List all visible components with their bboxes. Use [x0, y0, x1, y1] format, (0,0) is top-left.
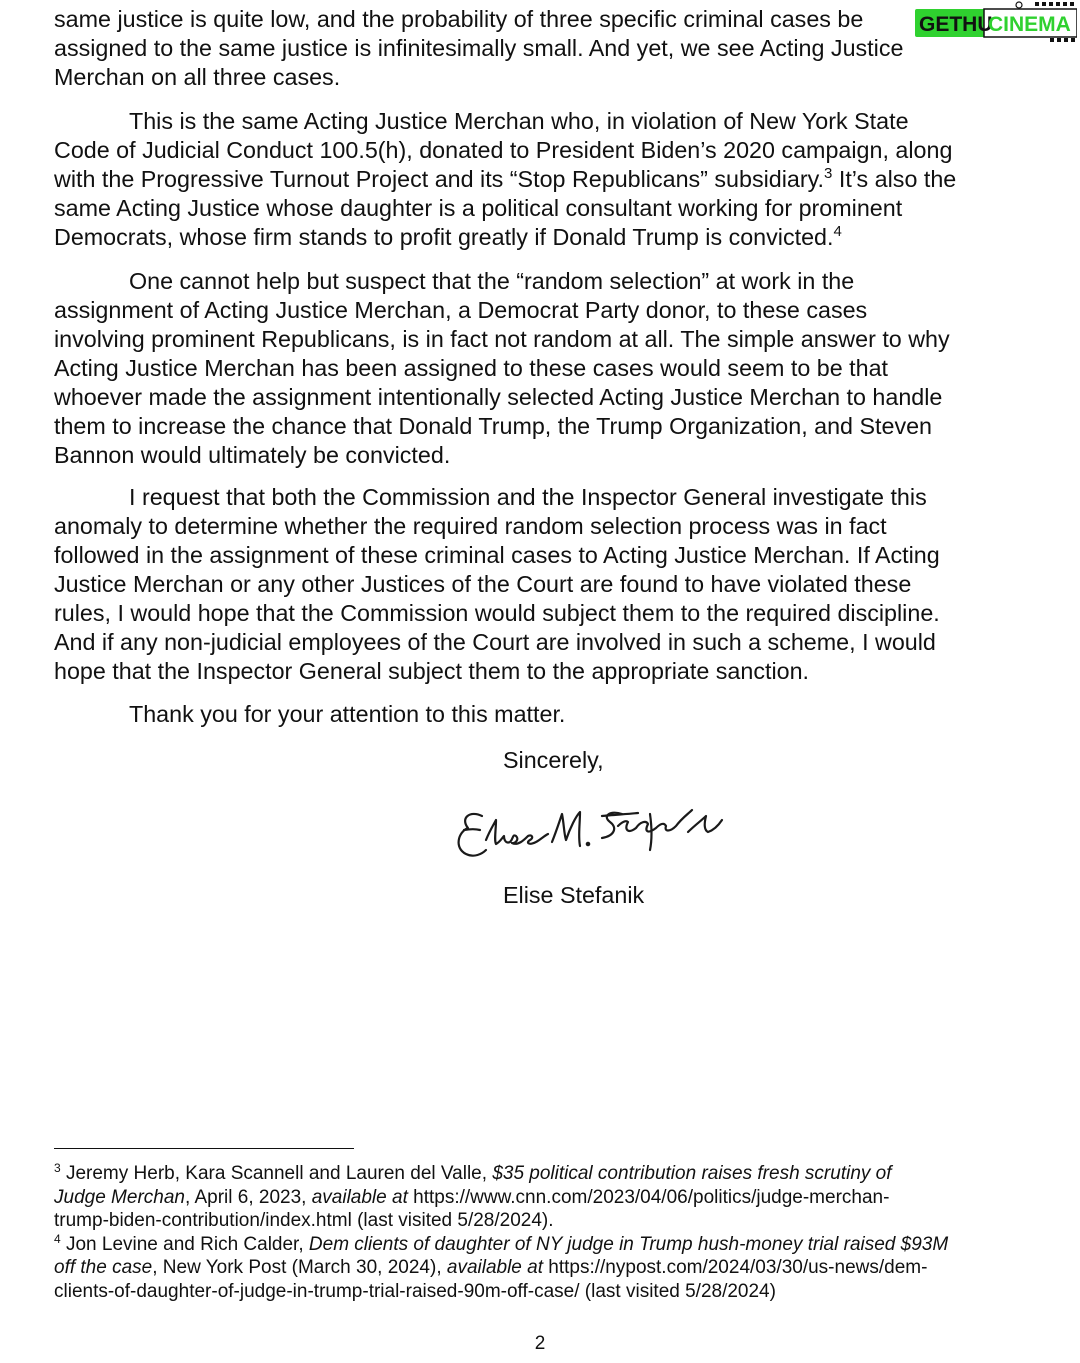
footnote-authors: Jeremy Herb, Kara Scannell and Lauren del Valle,: [65, 1163, 493, 1184]
footnote-article-title: Dem clients of daughter of NY judge in Trump hush-money trial raised $93M: [308, 1233, 949, 1255]
text-line: them to increase the chance that Donald Trump, the Trump Organization, and Steven: [54, 413, 933, 439]
footnotes: [54, 1162, 1044, 1303]
text-line: Thank you for your attention to this matter.: [129, 701, 566, 727]
text-line: same justice is quite low, and the probability of three specific criminal cases be: [54, 6, 864, 32]
salutation: Sincerely,: [503, 747, 604, 773]
text-line: One cannot help but suspect that the “random selection” at work in the: [129, 268, 855, 294]
paragraph-random-selection: [54, 267, 1026, 470]
text-line: Acting Justice Merchan has been assigned to these cases would seem to be that: [54, 355, 889, 381]
text-segment: It’s also the: [832, 166, 957, 192]
footnote-divider: [54, 1148, 354, 1149]
watermark-text-left: GETHU: [919, 13, 993, 36]
text-line: same Acting Justice whose daughter is a political consultant working for prominent: [54, 195, 903, 221]
watermark-text-right: CINEMA: [988, 13, 1071, 36]
footnote-article-title: Judge Merchan: [54, 1186, 185, 1208]
footnote-date: , New York Post (March 30, 2024),: [152, 1257, 447, 1278]
footnote-line: [54, 1186, 1044, 1210]
footnote-line[interactable]: trump-biden-contribution/index.html (last visited 5/28/2024).: [54, 1210, 554, 1231]
footnote-article-title: off the case: [54, 1257, 153, 1278]
text-line: [54, 165, 1026, 194]
text-line: Merchan on all three cases.: [54, 64, 341, 90]
footnote-number: 4: [54, 1231, 61, 1246]
text-line: rules, I would hope that the Commission would subject them to the required discipline.: [54, 600, 940, 626]
footnote-line: [54, 1162, 1044, 1186]
footnote-3: [54, 1162, 1044, 1233]
signatory-name: Elise Stefanik: [503, 882, 645, 908]
watermark-logo: [915, 1, 1077, 43]
text-line: hope that the Inspector General subject them to the appropriate sanction.: [54, 658, 810, 684]
footnote-line: [54, 1233, 1044, 1257]
footnote-available-at: available at: [446, 1257, 543, 1278]
text-line: followed in the assignment of these criminal cases to Acting Justice Merchan. If Acting: [54, 542, 940, 568]
paragraph-donation: [54, 107, 1026, 252]
footnote-url[interactable]: https://www.cnn.com/2023/04/06/politics/judge-merchan-: [407, 1186, 890, 1208]
footnote-line[interactable]: clients-of-daughter-of-judge-in-trump-trial-raised-90m-off-case/ (last visited 5/28/2024): [54, 1280, 776, 1302]
paragraph-thanks: [54, 700, 1026, 729]
text-line: [54, 223, 1026, 252]
page-number: 2: [534, 1333, 546, 1354]
footnote-4: [54, 1233, 1044, 1304]
footnote-reference: 4: [833, 223, 842, 240]
handwritten-signature: [452, 796, 727, 868]
text-line: whoever made the assignment intentionally selected Acting Justice Merchan to handle: [54, 384, 943, 410]
text-line: This is the same Acting Justice Merchan who, in violation of New York State: [129, 108, 909, 134]
text-segment: with the Progressive Turnout Project and its “Stop Republicans” subsidiary.: [54, 166, 825, 192]
footnote-date: , April 6, 2023,: [184, 1186, 312, 1208]
footnote-number: 3: [54, 1161, 61, 1175]
footnote-line: [54, 1256, 1044, 1280]
text-line: Code of Judicial Conduct 100.5(h), donated to President Biden’s 2020 campaign, along: [54, 137, 953, 163]
text-segment: Democrats, whose firm stands to profit greatly if Donald Trump is convicted.: [54, 224, 834, 250]
footnote-reference: 3: [824, 165, 833, 182]
text-line: Justice Merchan or any other Justices of the Court are found to have violated these: [54, 571, 912, 597]
footnote-available-at: available at: [311, 1186, 408, 1208]
text-line: Bannon would ultimately be convicted.: [54, 442, 451, 468]
text-line: assignment of Acting Justice Merchan, a Democrat Party donor, to these cases: [54, 297, 868, 323]
footnote-article-title: $35 political contribution raises fresh scrutiny of: [492, 1163, 892, 1184]
text-line: assigned to the same justice is infinitesimally small. And yet, we see Acting Justice: [54, 35, 904, 61]
footnote-authors: Jon Levine and Rich Calder,: [65, 1233, 309, 1255]
paragraph-continuation: [54, 5, 1026, 92]
text-line: I request that both the Commission and the Inspector General investigate this: [129, 484, 927, 510]
footnote-url[interactable]: https://nypost.com/2024/03/30/us-news/dem-: [543, 1257, 928, 1278]
text-line: involving prominent Republicans, is in fact not random at all. The simple answer to why: [54, 326, 950, 352]
text-line: And if any non-judicial employees of the Court are involved in such a scheme, I would: [54, 629, 936, 655]
film-reel-icon: [1016, 2, 1022, 8]
paragraph-request: [54, 483, 1026, 686]
text-line: anomaly to determine whether the required random selection process was in fact: [54, 513, 887, 539]
